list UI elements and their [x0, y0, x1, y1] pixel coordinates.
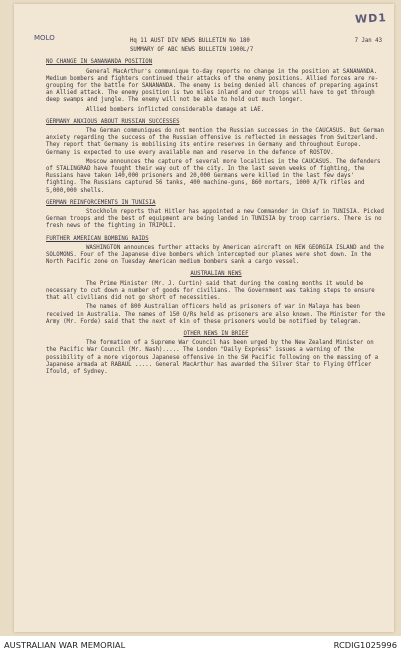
section-paragraph: The German communiques do not mention the Russian successes in the CAUCASUS. But German anxiety regarding the success of the Russian offensive is reflected in messages from Switzerland. They report that Germany is mobilising its entire reserves in Germany and throughout Europe. Germany is expected to use every available man and reserve in the defence of ROSTOV.: [46, 128, 384, 156]
section-paragraph: General MacArthur's communique to-day reports no change in the position at SANANANDA. Medium bombers and fighters continued their attacks of the enemy positions. Allied forces are re-grouping for the battle for SANANANDA. The enemy is being denied all chances of preparing against an Allied attack. The enemy position is two miles inland and our troops will have to get through deep swamps and jungle. The enemy will not be able to hold out much longer.: [46, 68, 379, 104]
section-heading: NO CHANGE IN SANANANDA POSITION: [46, 59, 153, 66]
section-paragraph: Stockholm reports that Hitler has appointed a new Commander in Chief in TUNISIA. Picked German troops and the best of equipment are being landed in TUNISIA by troop carriers. There is no fresh news of the fighting in TRIPOLI.: [46, 209, 384, 230]
news-sections: [46, 59, 386, 376]
archive-footer: [0, 636, 401, 653]
section-heading: FURTHER AMERICAN BOMBING RAIDS: [46, 235, 149, 242]
section-heading: AUSTRALIAN NEWS: [190, 271, 242, 278]
section-paragraph: Allied bombers inflicted considerable damage at LAE.: [86, 106, 265, 113]
bulletin-number: Hq 11 AUST DIV NEWS BULLETIN No 180: [130, 38, 250, 44]
archive-name: AUSTRALIAN WAR MEMORIAL: [4, 640, 126, 650]
section-paragraph: The names of 800 Australian officers held as prisoners of war in Malaya has been received in Australia. The names of 150 O/Rs held as prisoners are also known. The Minister for the Army (Mr. Forde) said that the next of kin of these prisoners would be notified by telegram.: [46, 304, 385, 325]
stamp-wd1: WD1: [354, 11, 388, 26]
section-heading: GERMAN REINFORCEMENTS IN TUNISIA: [46, 199, 156, 206]
bulletin-header: [46, 38, 386, 45]
section-paragraph: WASHINGTON announces further attacks by American aircraft on NEW GEORGIA ISLAND and the SOLOMONS. Four of the Japanese dive bombers which intercepted our planes were shot down. In the North Pacific zone on Tuesday American medium bombers sank a cargo vessel.: [46, 244, 384, 266]
bulletin-date: 7 Jan 43: [354, 38, 382, 44]
archive-id: RCDIG1025996: [333, 640, 397, 650]
section-paragraph: The Prime Minister (Mr. J. Curtin) said that during the coming months it would be necessary to cut down a number of goods for civilians. The Government was taking steps to ensure that all civilians did not go short of necessities.: [46, 280, 375, 302]
section-paragraph: Moscow announces the capture of several more localities in the CAUCASUS. The defenders of STALINGRAD have fought their way out of the city. In the last seven weeks of fighting, the Russians have taken 140,000 prisoners and 20,000 Germans were killed in the last few days' fighting. The Russians captured 56 tanks, 400 machine-guns, 860 mortars, 1000 A/Tk rifles and 5,000,000 shells.: [46, 158, 381, 194]
bulletin-summary: SUMMARY OF ABC NEWS BULLETIN 1900L/7: [130, 47, 254, 54]
bulletin-body: [46, 38, 386, 376]
section-heading: OTHER NEWS IN BRIEF: [183, 330, 249, 337]
section-paragraph: The formation of a Supreme War Council has been urged by the New Zealand Minister on the Pacific War Council (Mr. Nash)..... The London "Daily Express" issues a warning of the possibility of a more vigorous Japanese offensive in the SW Pacific following on the massing of a Japanese armada at RABAUL ..... General MacArthur has awarded the Silver Star to Flying Officer Ifould, of Sydney.: [46, 340, 379, 375]
section-heading: GERMANY ANXIOUS ABOUT RUSSIAN SUCCESSES: [46, 118, 180, 125]
handwritten-note: MOLO: [34, 34, 55, 42]
